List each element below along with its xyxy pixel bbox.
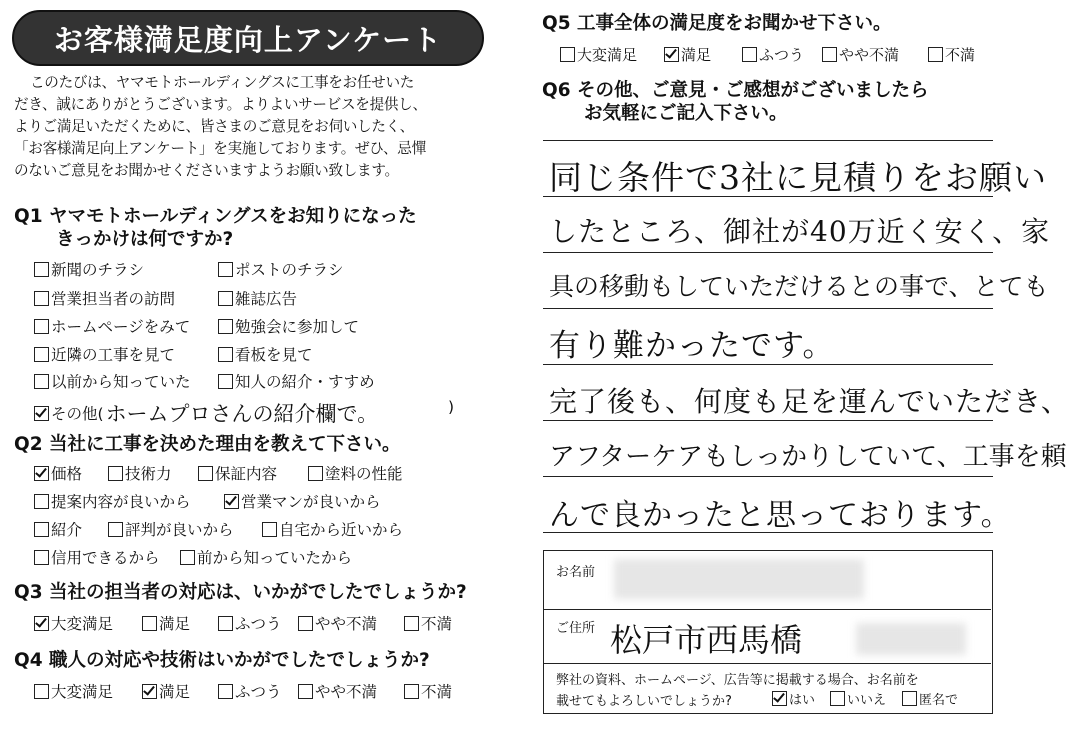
checkbox[interactable] xyxy=(308,466,323,481)
q2-option[interactable]: 技術力 xyxy=(108,462,172,484)
q2-option[interactable]: 塗料の性能 xyxy=(308,462,403,484)
q2-option[interactable]: 営業マンが良いから xyxy=(224,490,381,512)
checkbox[interactable] xyxy=(218,291,233,306)
q1-option[interactable]: 新聞のチラシ xyxy=(34,258,144,280)
answer-rule xyxy=(543,420,993,421)
q1-option[interactable]: 知人の紹介・すすめ xyxy=(218,370,375,392)
q2-option[interactable]: 紹介 xyxy=(34,518,82,540)
q2-option[interactable]: 価格 xyxy=(34,462,82,484)
q3-option[interactable]: 不満 xyxy=(404,612,452,634)
q3-option[interactable]: 大変満足 xyxy=(34,612,113,634)
q2-option[interactable]: 評判が良いから xyxy=(108,518,234,540)
checkbox[interactable] xyxy=(928,47,943,62)
checkbox-checked[interactable] xyxy=(34,466,49,481)
answer-rule xyxy=(543,252,993,253)
checkbox[interactable] xyxy=(198,466,213,481)
q6-question-line2: お気軽にご記入下さい。 xyxy=(584,103,788,124)
handwritten-line: アフターケアもしっかりしていて、工事を頼 xyxy=(549,442,1067,472)
checkbox[interactable] xyxy=(902,691,917,706)
checkbox[interactable] xyxy=(34,319,49,334)
q5-question: Q5 工事全体の満足度をお聞かせ下さい。 xyxy=(542,13,892,34)
q5-option[interactable]: 不満 xyxy=(928,44,975,65)
answer-rule xyxy=(543,308,993,309)
handwritten-line: 完了後も、何度も足を運んでいただき、 xyxy=(549,385,1070,418)
permission-option-anonymous[interactable]: 匿名で xyxy=(902,689,958,708)
intro-line: だき、誠にありがとうございます。よりよいサービスを提供し、 xyxy=(14,96,427,113)
checkbox-checked[interactable] xyxy=(772,691,787,706)
checkbox[interactable] xyxy=(404,616,419,631)
q6-question: Q6 その他、ご意見・ご感想がございましたら xyxy=(542,80,929,101)
q1-option[interactable]: ホームページをみて xyxy=(34,315,190,337)
q1-question-line2: きっかけは何ですか? xyxy=(56,229,234,250)
q2-question: Q2 当社に工事を決めた理由を教えて下さい。 xyxy=(14,434,401,455)
checkbox[interactable] xyxy=(218,319,233,334)
q4-option[interactable]: 大変満足 xyxy=(34,680,113,702)
answer-rule xyxy=(543,140,993,141)
checkbox[interactable] xyxy=(34,522,49,537)
checkbox-checked[interactable] xyxy=(34,406,49,421)
checkbox[interactable] xyxy=(742,47,757,62)
q5-option[interactable]: ふつう xyxy=(742,44,804,65)
handwritten-line: したところ、御社が40万近く安く、家 xyxy=(549,215,1051,248)
permission-option-yes[interactable]: はい xyxy=(772,689,815,708)
customer-info-box xyxy=(543,550,993,714)
q5-option[interactable]: 大変満足 xyxy=(560,44,637,65)
checkbox[interactable] xyxy=(34,262,49,277)
q1-option[interactable]: 近隣の工事を見て xyxy=(34,343,175,365)
divider xyxy=(544,609,991,610)
q2-option[interactable]: 信用できるから xyxy=(34,546,160,568)
address-handwritten: 松戸市西馬橋 xyxy=(610,621,803,659)
checkbox[interactable] xyxy=(218,684,233,699)
handwritten-line: んで良かったと思っております。 xyxy=(549,498,1012,533)
q1-option[interactable]: 以前から知っていた xyxy=(34,370,191,392)
divider xyxy=(544,663,991,664)
q3-option[interactable]: 満足 xyxy=(142,612,190,634)
intro-line: 「お客様満足向上アンケート」を実施しております。ぜひ、忌憚 xyxy=(14,140,426,157)
q2-option[interactable]: 保証内容 xyxy=(198,462,277,484)
q3-question: Q3 当社の担当者の対応は、いかがでしたでしょうか? xyxy=(14,582,467,603)
handwritten-line: 具の移動もしていただけるとの事で、とても xyxy=(549,272,1049,301)
checkbox[interactable] xyxy=(830,691,845,706)
checkbox[interactable] xyxy=(262,522,277,537)
checkbox[interactable] xyxy=(298,684,313,699)
checkbox[interactable] xyxy=(404,684,419,699)
q5-option[interactable]: やや不満 xyxy=(822,44,899,65)
intro-line: このたびは、ヤマモトホールディングスに工事をお任せいた xyxy=(30,74,415,91)
q5-option[interactable]: 満足 xyxy=(664,44,711,65)
q2-option[interactable]: 自宅から近いから xyxy=(262,518,403,540)
checkbox[interactable] xyxy=(34,347,49,362)
q1-other-handwritten: ホームプロさんの紹介欄で。 xyxy=(105,402,379,426)
q6-answer-area[interactable] xyxy=(543,140,1070,535)
q3-option[interactable]: ふつう xyxy=(218,612,282,634)
q1-option[interactable]: 勉強会に参加して xyxy=(218,315,359,337)
checkbox[interactable] xyxy=(560,47,575,62)
q2-option[interactable]: 提案内容が良いから xyxy=(34,490,191,512)
permission-question-line2: 載せてもよろしいでしょうか? xyxy=(556,694,732,709)
checkbox[interactable] xyxy=(142,616,157,631)
answer-rule xyxy=(543,476,993,477)
q4-option[interactable]: やや不満 xyxy=(298,680,377,702)
intro-paragraph xyxy=(14,72,484,182)
checkbox[interactable] xyxy=(108,466,123,481)
q2-option[interactable]: 前から知っていたから xyxy=(180,546,352,568)
redacted-address xyxy=(856,623,966,655)
checkbox[interactable] xyxy=(34,550,49,565)
redacted-name xyxy=(614,559,864,599)
checkbox-checked[interactable] xyxy=(34,616,49,631)
intro-line: のないご意見をお聞かせくださいますようお願い致します。 xyxy=(14,162,399,179)
q1-other-close-paren: ) xyxy=(448,398,455,416)
name-label: お名前 xyxy=(556,565,596,580)
q1-option[interactable]: ポストのチラシ xyxy=(218,258,344,280)
checkbox[interactable] xyxy=(180,550,195,565)
checkbox[interactable] xyxy=(34,494,49,509)
checkbox[interactable] xyxy=(218,616,233,631)
q1-option[interactable]: 看板を見て xyxy=(218,343,313,365)
checkbox[interactable] xyxy=(218,262,233,277)
checkbox[interactable] xyxy=(298,616,313,631)
handwritten-line: 有り難かったです。 xyxy=(549,328,835,364)
checkbox-checked[interactable] xyxy=(142,684,157,699)
checkbox-checked[interactable] xyxy=(224,494,239,509)
checkbox[interactable] xyxy=(822,47,837,62)
checkbox[interactable] xyxy=(34,374,49,389)
q4-question: Q4 職人の対応や技術はいかがでしたでしょうか? xyxy=(14,650,430,671)
handwritten-line: 同じ条件で3社に見積りをお願い xyxy=(549,158,1047,197)
q1-other-option[interactable]: その他( ホームプロさんの紹介欄で。 xyxy=(34,398,378,428)
checkbox[interactable] xyxy=(218,347,233,362)
q1-option[interactable]: 営業担当者の訪問 xyxy=(34,287,175,309)
q1-question: Q1 ヤマモトホールディングスをお知りになった xyxy=(14,206,417,227)
checkbox-checked[interactable] xyxy=(664,47,679,62)
q1-option[interactable]: 雑誌広告 xyxy=(218,287,297,309)
permission-question: 弊社の資料、ホームページ、広告等に掲載する場合、お名前を xyxy=(556,673,919,688)
q4-option[interactable]: 満足 xyxy=(142,680,190,702)
permission-option-no[interactable]: いいえ xyxy=(830,689,886,708)
address-label: ご住所 xyxy=(556,621,596,636)
q3-option[interactable]: やや不満 xyxy=(298,612,377,634)
checkbox[interactable] xyxy=(108,522,123,537)
checkbox[interactable] xyxy=(218,374,233,389)
survey-title-banner xyxy=(12,10,484,66)
intro-line: よりご満足いただくために、皆さまのご意見をお伺いしたく、 xyxy=(14,118,414,135)
survey-title: お客様満足度向上アンケート xyxy=(53,22,443,57)
checkbox[interactable] xyxy=(34,684,49,699)
q4-option[interactable]: 不満 xyxy=(404,680,452,702)
q4-option[interactable]: ふつう xyxy=(218,680,282,702)
checkbox[interactable] xyxy=(34,291,49,306)
